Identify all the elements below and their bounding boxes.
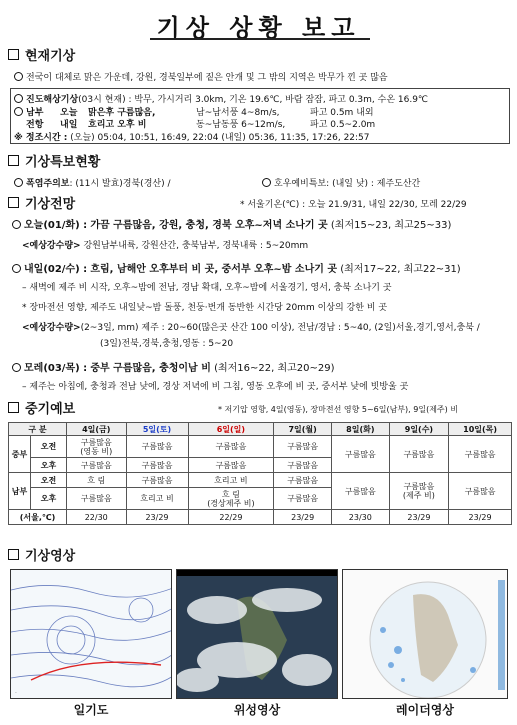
- title-underline: [150, 38, 370, 40]
- table-cell: 구름많음: [331, 473, 389, 510]
- tomorrow-wind: 동~남동풍 6~12m/s,: [196, 120, 286, 130]
- jeonhang-label: 전항: [26, 120, 44, 130]
- table-row: [9, 436, 512, 458]
- table-cell: 구름많음: [188, 436, 274, 458]
- tomorrow-weather: 흐리고 오후 비: [88, 120, 147, 130]
- satellite-illustration: [177, 570, 338, 699]
- table-cell: 구름많음: [449, 436, 512, 473]
- day-header: 7일(월): [274, 423, 332, 436]
- svg-text:·: ·: [15, 690, 17, 697]
- today-wave: 파고 0.5m 내외: [310, 108, 374, 118]
- circle-bullet-icon: [12, 220, 21, 229]
- tomorrow-label: 내일: [60, 120, 78, 130]
- day-header: 10일(목): [449, 423, 512, 436]
- table-cell: 구름많음: [126, 436, 188, 458]
- checkbox-icon: [8, 155, 19, 166]
- table-cell: 흐 림 (경상제주 비): [188, 488, 274, 510]
- circle-bullet-icon: [14, 107, 23, 116]
- day1-line: 오늘(01/화) : 가끔 구름많음, 강원, 충청, 경북 오후~저녁 소나기 곳 (최저15~23, 최고25~33): [12, 216, 451, 231]
- tomorrow-wave: 파고 0.5~2.0m: [310, 120, 376, 130]
- heat-advisory: 폭염주의보: (11시 발효)경북(경산) /: [14, 176, 171, 189]
- table-cell: 23/29: [449, 510, 512, 525]
- radar-image: [342, 569, 508, 699]
- circle-bullet-icon: [14, 178, 23, 187]
- day2-rain2: (3일)전북,경북,충청,영동 : 5~20: [100, 339, 234, 349]
- day-header: 4일(금): [67, 423, 127, 436]
- pm-label: 오후: [31, 488, 67, 510]
- table-cell: 구름많음: [274, 458, 332, 473]
- table-cell: 흐리고 비: [126, 488, 188, 510]
- day-header: 5일(토): [126, 423, 188, 436]
- section-special-heading: 기상특보현황: [8, 151, 100, 170]
- table-cell: 구름많음: [67, 488, 127, 510]
- table-cell: 구름많음: [389, 436, 449, 473]
- day2-line: 내일(02/수) : 흐림, 남해안 오후부터 비 곳, 중서부 오후~밤 소나기 곳 (최저17~22, 최고22~31): [12, 260, 461, 275]
- day2-detail2: * 장마전선 영향, 제주도 내일낮~밤 돌풍, 천둥·번개 동반한 시간당 20mm 이상의 강한 비 곳: [22, 303, 388, 313]
- current-summary: 전국이 대체로 맑은 가운데, 강원, 경북일부에 짙은 안개 및 그 밖의 지역은 박무가 낀 곳 많음: [14, 70, 388, 83]
- day3-detail: – 제주는 아침에, 충청과 전남 낮에, 경상 저녁에 비 그침, 영동 오후에 비 곳, 중서부 낮에 빗방울 곳: [22, 382, 409, 392]
- nambu-label: 남부: [14, 105, 43, 118]
- checkbox-icon: [8, 49, 19, 60]
- today-wind: 남~남서풍 4~8m/s,: [196, 108, 280, 118]
- jindo-line: 진도해상기상(03시 현재) : 박무, 가시거리 3.0km, 기온 19.6℃, 바람 잠잠, 파고 0.3m, 수온 16.9℃: [14, 92, 428, 105]
- satellite-image: [176, 569, 338, 699]
- pm-label: 오후: [31, 458, 67, 473]
- day-header: 9일(수): [389, 423, 449, 436]
- radar-caption: 레이더영상: [396, 703, 454, 717]
- section-outlook-heading: 기상전망: [8, 193, 75, 212]
- table-header-row: [9, 423, 512, 436]
- day3-line: 모레(03/목) : 중부 구름많음, 충청이남 비 (최저16~22, 최고20~29): [12, 359, 335, 374]
- day1-rain: <예상강수량> 강원남부내륙, 강원산간, 충북남부, 경북내륙 : 5~20mm: [22, 241, 309, 251]
- checkbox-icon: [8, 549, 19, 560]
- table-cell: 구름많음 (영동 비): [67, 436, 127, 458]
- am-label: 오전: [31, 473, 67, 488]
- today-weather: 맑은후 구름많음,: [88, 108, 156, 118]
- midterm-forecast-table: [8, 422, 512, 525]
- section-current-heading: 현재기상: [8, 45, 75, 64]
- table-cell: 23/29: [274, 510, 332, 525]
- am-label: 오전: [31, 436, 67, 458]
- radar-illustration: [343, 570, 508, 699]
- table-cell: 23/29: [126, 510, 188, 525]
- satellite-caption: 위성영상: [233, 703, 281, 717]
- jungbu-label: 중부: [9, 436, 31, 473]
- section-midterm-heading: 중기예보: [8, 398, 75, 417]
- table-cell: 22/30: [67, 510, 127, 525]
- day2-rain1: <예상강수량>(2~3일, mm) 제주 : 20~60(많은곳 산간 100 이상), 전남/경남 : 5~40, (2일)서울,경기,영서,충북 /: [22, 323, 480, 333]
- table-cell: 구름많음: [274, 473, 332, 488]
- day2-detail1: – 새벽에 제주 비 시작, 오후~밤에 전남, 경남 확대, 오후~밤에 서울경기, 영서, 충북 소나기 곳: [22, 283, 392, 293]
- table-cell: 구름많음: [67, 458, 127, 473]
- circle-bullet-icon: [262, 178, 271, 187]
- circle-bullet-icon: [12, 363, 21, 372]
- circle-bullet-icon: [14, 94, 23, 103]
- table-row: [9, 473, 512, 488]
- table-cell: 구름많음: [274, 436, 332, 458]
- table-cell: 구름많음 (제주 비): [389, 473, 449, 510]
- table-cell: 구름많음: [331, 436, 389, 473]
- table-cell: 흐 림: [67, 473, 127, 488]
- day-header: 6일(일): [188, 423, 274, 436]
- section-images-heading: 기상영상: [8, 545, 75, 564]
- gubun-header: 구 분: [9, 423, 67, 436]
- table-cell: 구름많음: [449, 473, 512, 510]
- nambu-label: 남부: [9, 473, 31, 510]
- table-cell: 구름많음: [274, 488, 332, 510]
- table-cell: 23/30: [331, 510, 389, 525]
- table-cell: 흐리고 비: [188, 473, 274, 488]
- circle-bullet-icon: [14, 72, 23, 81]
- table-cell: 구름많음: [188, 458, 274, 473]
- table-cell: 구름많음: [126, 458, 188, 473]
- today-label: 오늘: [60, 108, 78, 118]
- table-row: [9, 510, 512, 525]
- weather-map-illustration: [11, 570, 172, 699]
- page-title: 기상 상황 보고: [156, 14, 361, 42]
- weather-chart-caption: 일기도: [73, 703, 109, 717]
- rain-advisory: 호우예비특보: (내일 낮) : 제주도산간: [262, 176, 420, 189]
- table-cell: 23/29: [389, 510, 449, 525]
- table-cell: 구름많음: [126, 473, 188, 488]
- day-header: 8일(화): [331, 423, 389, 436]
- table-cell: 22/29: [188, 510, 274, 525]
- tide-times: ※ 정조시간 : (오늘) 05:04, 10:51, 16:49, 22:04 (내일) 05:36, 11:35, 17:26, 22:57: [14, 133, 370, 143]
- checkbox-icon: [8, 197, 19, 208]
- seoul-temperature: * 서울기온(℃) : 오늘 21.9/31, 내일 22/30, 모레 22/29: [240, 200, 467, 210]
- seoul-temp-label: (서울,℃): [9, 510, 67, 525]
- midterm-note: * 저기압 영향, 4일(영동), 장마전선 영향 5~6일(남부), 9일(제주) 비: [218, 405, 459, 414]
- checkbox-icon: [8, 402, 19, 413]
- weather-chart-image: [10, 569, 172, 699]
- circle-bullet-icon: [12, 264, 21, 273]
